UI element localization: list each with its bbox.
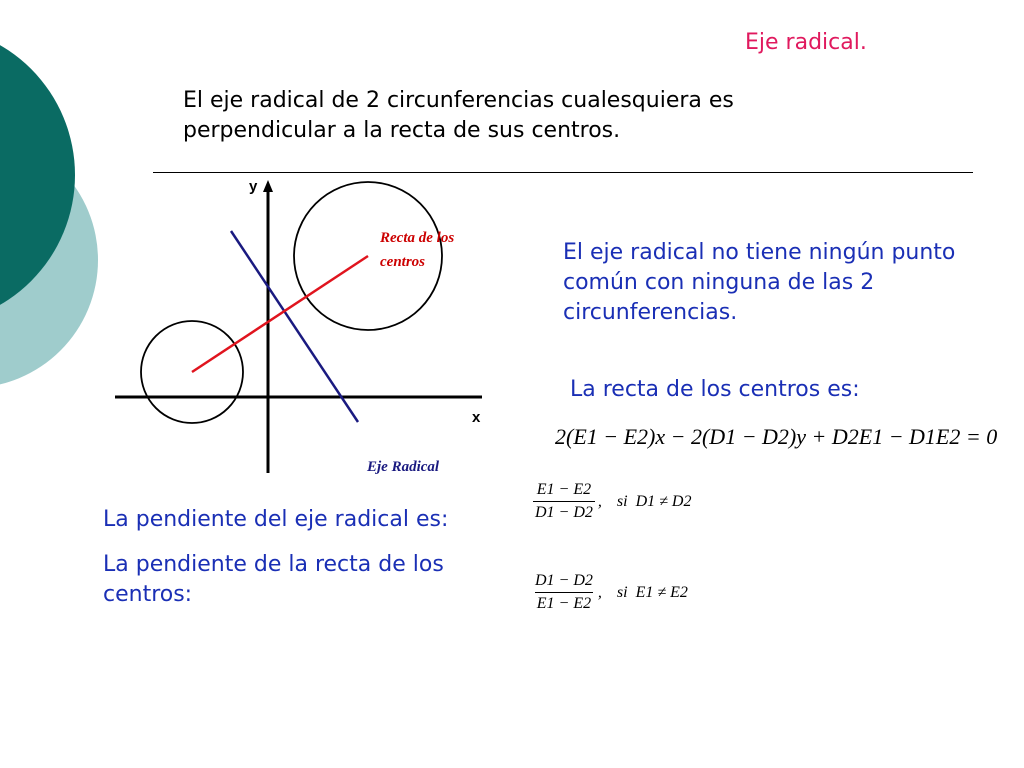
centers-line-note: La recta de los centros es: (570, 377, 860, 402)
fraction-numerator: E1 − E2 (536, 481, 592, 498)
centers-line-equation: 2(E1 − E2)x − 2(D1 − D2)y + D2E1 − D1E2 = 0 (555, 424, 998, 449)
x-axis-label: x (472, 409, 481, 426)
centers-line-slope-text: La pendiente de la recta de los centros: (103, 552, 444, 607)
slide-title: Eje radical. (745, 30, 867, 55)
no-common-point-note: El eje radical no tiene ningún punto común con ninguna de las 2 circunferencias. (563, 240, 956, 325)
radical-axis-slope-text: La pendiente del eje radical es: (103, 507, 449, 532)
fraction-comma: , (597, 583, 614, 601)
fraction-comma: , (597, 492, 614, 510)
slope-condition: si D1 ≠ D2 (616, 492, 692, 510)
radical-axis-slope-formula (533, 481, 691, 522)
radical-axis-diagram (100, 170, 500, 480)
centers-line-label-1: Recta de los (380, 230, 455, 246)
radical-axis-label: Eje Radical (367, 459, 440, 475)
centers-line (192, 256, 368, 372)
centers-line-label-2: centros (380, 254, 425, 270)
slope-condition: si E1 ≠ E2 (616, 583, 688, 601)
fraction-denominator: D1 − D2 (533, 501, 595, 522)
decorative-circles (0, 0, 110, 420)
centers-line-slope-formula (533, 572, 688, 613)
intro-text: El eje radical de 2 circunferencias cualesquiera es perpendicular a la recta de sus centros. (183, 88, 734, 143)
fraction-numerator: D1 − D2 (535, 572, 593, 589)
y-axis-label: y (249, 178, 258, 195)
fraction (533, 572, 595, 613)
y-axis-arrow (263, 180, 273, 192)
fraction (533, 481, 595, 522)
fraction-denominator: E1 − E2 (535, 592, 593, 613)
